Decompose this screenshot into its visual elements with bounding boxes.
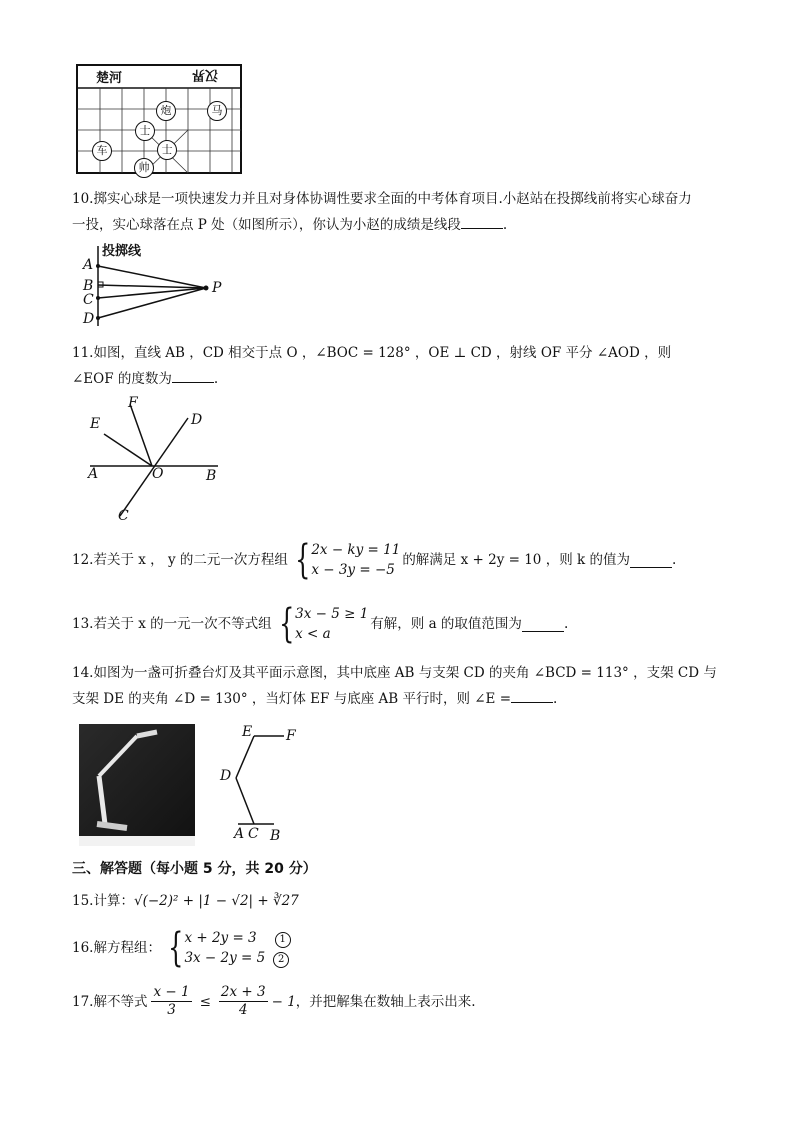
q10-line2 bbox=[72, 212, 507, 238]
q17-den2: 4 bbox=[238, 1002, 248, 1018]
answer-blank bbox=[461, 214, 503, 229]
point-label: A bbox=[88, 466, 99, 482]
point-label: D bbox=[83, 311, 95, 327]
section-title: 三、解答题（每小题 5 分，共 20 分） bbox=[72, 861, 317, 877]
point-label: F bbox=[128, 395, 138, 411]
point-label: A bbox=[234, 826, 245, 842]
brace-icon: { bbox=[168, 925, 184, 971]
q12-period: . bbox=[671, 552, 677, 568]
chess-figure bbox=[76, 64, 242, 174]
q15-expr: √(−2)² + |1 − √2| + ∛27 bbox=[133, 893, 299, 909]
fraction bbox=[151, 984, 191, 1019]
fraction bbox=[219, 984, 268, 1019]
q16-eq1: x + 2y = 3 bbox=[184, 930, 257, 946]
q13-eq2: x < a bbox=[295, 626, 331, 642]
q11-figure bbox=[84, 394, 224, 526]
point-label: E bbox=[90, 416, 101, 432]
q13-period: . bbox=[563, 616, 569, 632]
point-label: F bbox=[286, 728, 296, 744]
circled-number: 1 bbox=[275, 932, 291, 948]
chess-piece: 士 bbox=[157, 140, 177, 160]
q16-eq1-row bbox=[184, 928, 290, 948]
lamp-photo bbox=[79, 724, 195, 846]
point-label: O bbox=[152, 466, 164, 482]
point-label: P bbox=[212, 280, 222, 296]
q12-system bbox=[290, 537, 401, 583]
chess-piece: 帅 bbox=[134, 158, 154, 178]
q12 bbox=[72, 537, 677, 583]
point-label: A bbox=[83, 257, 94, 273]
q10-period: . bbox=[502, 217, 508, 233]
chess-river-right: 汉界 bbox=[192, 67, 219, 82]
q16 bbox=[72, 925, 293, 971]
q13-system bbox=[274, 601, 369, 647]
point-label: E bbox=[242, 724, 253, 740]
point-label: C bbox=[248, 826, 259, 842]
point-label: B bbox=[206, 468, 217, 484]
q17-tail: − 1 bbox=[271, 993, 296, 1010]
q16-eq2-row bbox=[184, 948, 290, 968]
point-label: D bbox=[220, 768, 232, 784]
chess-river-left: 楚河 bbox=[96, 71, 123, 86]
q12-eq1: 2x − ky = 11 bbox=[311, 542, 401, 558]
circled-number: 2 bbox=[273, 952, 289, 968]
q14-line2-text: 支架 DE 的夹角 ∠D = 130° ，当灯体 EF 与底座 AB 平行时，则 ∠E = bbox=[72, 691, 512, 707]
point-label: B bbox=[270, 828, 281, 844]
q10-figure bbox=[78, 240, 238, 330]
answer-blank bbox=[172, 368, 214, 383]
q15-prefix: 15.计算： bbox=[72, 893, 134, 909]
brace-icon: { bbox=[294, 537, 311, 583]
answer-blank bbox=[511, 688, 553, 703]
q14-line2 bbox=[72, 686, 557, 712]
q17 bbox=[72, 984, 476, 1019]
chess-piece: 马 bbox=[207, 101, 227, 121]
brace-icon: { bbox=[278, 601, 295, 647]
q10-fig-title: 投掷线 bbox=[102, 244, 142, 259]
q13-eq1: 3x − 5 ≥ 1 bbox=[295, 606, 369, 622]
q14-period: . bbox=[553, 691, 558, 707]
q12-suffix: 的解满足 x + 2y = 10 ，则 k 的值为 bbox=[402, 552, 630, 568]
q17-num2: 2x + 3 bbox=[220, 984, 266, 1000]
q17-den1: 3 bbox=[167, 1002, 176, 1018]
chess-piece: 炮 bbox=[156, 101, 176, 121]
q11-line2-text: ∠EOF 的度数为 bbox=[72, 371, 172, 387]
q16-prefix: 16.解方程组： bbox=[72, 940, 161, 956]
q17-num1: x − 1 bbox=[153, 984, 190, 1000]
q17-suffix: ，并把解集在数轴上表示出来. bbox=[295, 993, 476, 1010]
q11-line2 bbox=[72, 366, 218, 392]
q15 bbox=[72, 888, 299, 914]
q12-prefix: 12.若关于 x ， y 的二元一次方程组 bbox=[72, 552, 288, 568]
q17-prefix: 17.解不等式 bbox=[72, 993, 148, 1010]
point-label: C bbox=[118, 508, 129, 524]
point-label: C bbox=[83, 292, 94, 308]
chess-piece: 士 bbox=[135, 121, 155, 141]
q10-line2-text: 一投，实心球落在点 P 处（如图所示），你认为小赵的成绩是线段 bbox=[72, 217, 461, 233]
q16-system bbox=[163, 925, 291, 971]
point-label: D bbox=[191, 412, 203, 428]
q11-line1: 11.如图，直线 AB ，CD 相交于点 O ，∠BOC = 128° ，OE ⊥ CD ，射线 OF 平分 ∠AOD ，则 bbox=[72, 345, 672, 361]
q13 bbox=[72, 601, 569, 647]
q13-suffix: 有解，则 a 的取值范围为 bbox=[370, 616, 522, 632]
chess-piece: 车 bbox=[92, 141, 112, 161]
point-label: B bbox=[83, 278, 94, 294]
q10-line1: 10.掷实心球是一项快速发力并且对身体协调性要求全面的中考体育项目.小赵站在投掷线前将实心球奋力 bbox=[72, 191, 692, 207]
q12-eq2: x − 3y = −5 bbox=[311, 562, 395, 578]
q14-figure bbox=[214, 724, 310, 848]
q14-line1: 14.如图为一盏可折叠台灯及其平面示意图，其中底座 AB 与支架 CD 的夹角 ∠BCD = 113° ，支架 CD 与 bbox=[72, 665, 717, 681]
q11-period: . bbox=[213, 371, 219, 387]
q13-prefix: 13.若关于 x 的一元一次不等式组 bbox=[72, 616, 272, 632]
q16-eq2: 3x − 2y = 5 bbox=[184, 950, 266, 966]
answer-blank bbox=[630, 553, 672, 568]
answer-blank bbox=[522, 617, 564, 632]
q17-op: ≤ bbox=[199, 993, 211, 1010]
